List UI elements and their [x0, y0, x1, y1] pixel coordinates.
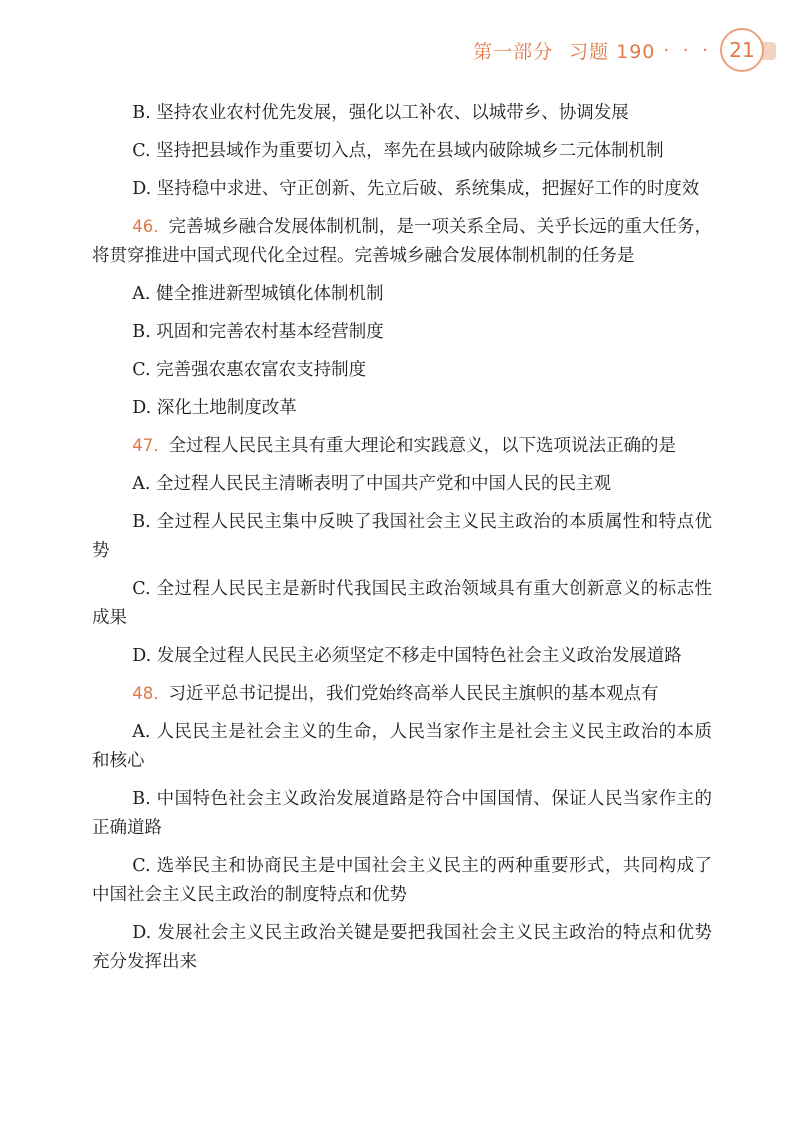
- page-number-badge: [720, 28, 764, 72]
- line-text: C. 选举民主和协商民主是中国社会主义民主的两种重要形式，共同构成了中国社会主义民主政治的制度特点和优势: [92, 856, 712, 905]
- option-line: [92, 851, 712, 910]
- line-text: B. 全过程人民民主集中反映了我国社会主义民主政治的本质属性和特点优势: [92, 512, 712, 561]
- option-line: [92, 355, 712, 385]
- line-text: 全过程人民民主具有重大理论和实践意义，以下选项说法正确的是: [168, 436, 676, 456]
- line-text: D. 发展社会主义民主政治关键是要把我国社会主义民主政治的特点和优势充分发挥出来: [92, 923, 712, 972]
- option-line: [92, 279, 712, 309]
- line-text: A. 全过程人民民主清晰表明了中国共产党和中国人民的民主观: [132, 474, 612, 494]
- line-text: 完善城乡融合发展体制机制，是一项关系全局、关乎长远的重大任务，将贯穿推进中国式现代化全过程。完善城乡融合发展体制机制的任务是: [92, 217, 712, 266]
- header-section-title: 习题 190: [569, 40, 656, 63]
- question-number: 46.: [132, 217, 159, 236]
- option-line: [92, 784, 712, 843]
- line-text: B. 中国特色社会主义政治发展道路是符合中国国情、保证人民当家作主的正确道路: [92, 789, 712, 838]
- option-line: [92, 717, 712, 776]
- line-text: D. 发展全过程人民民主必须坚定不移走中国特色社会主义政治发展道路: [132, 646, 682, 666]
- line-text: D. 坚持稳中求进、守正创新、先立后破、系统集成，把握好工作的时度效: [132, 179, 700, 199]
- option-line: [92, 641, 712, 671]
- line-text: C. 完善强农惠农富农支持制度: [132, 360, 367, 380]
- page-number: 21: [729, 38, 755, 62]
- line-text: B. 坚持农业农村优先发展，强化以工补农、以城带乡、协调发展: [132, 103, 629, 123]
- page-header: [473, 22, 764, 78]
- question-stem: [92, 431, 712, 461]
- option-line: [92, 469, 712, 499]
- question-stem: [92, 212, 712, 271]
- option-line: [92, 393, 712, 423]
- option-line: [92, 574, 712, 633]
- option-line: [92, 98, 712, 128]
- question-content: [92, 98, 712, 985]
- option-line: [92, 507, 712, 566]
- option-line: [92, 136, 712, 166]
- option-line: [92, 918, 712, 977]
- line-text: A. 健全推进新型城镇化体制机制: [132, 284, 384, 304]
- line-text: 习近平总书记提出，我们党始终高举人民民主旗帜的基本观点有: [168, 684, 659, 704]
- line-text: B. 巩固和完善农村基本经营制度: [132, 322, 384, 342]
- line-text: D. 深化土地制度改革: [132, 398, 297, 418]
- question-number: 47.: [132, 436, 159, 455]
- line-text: A. 人民民主是社会主义的生命，人民当家作主是社会主义民主政治的本质和核心: [92, 722, 712, 771]
- line-text: C. 坚持把县域作为重要切入点，率先在县域内破除城乡二元体制机制: [132, 141, 664, 161]
- question-number: 48.: [132, 684, 159, 703]
- question-stem: [92, 679, 712, 709]
- header-part-title: 第一部分: [473, 40, 554, 63]
- header-dots-decoration: · · ·: [663, 39, 712, 61]
- option-line: [92, 317, 712, 347]
- option-line: [92, 174, 712, 204]
- line-text: C. 全过程人民民主是新时代我国民主政治领域具有重大创新意义的标志性成果: [92, 579, 712, 628]
